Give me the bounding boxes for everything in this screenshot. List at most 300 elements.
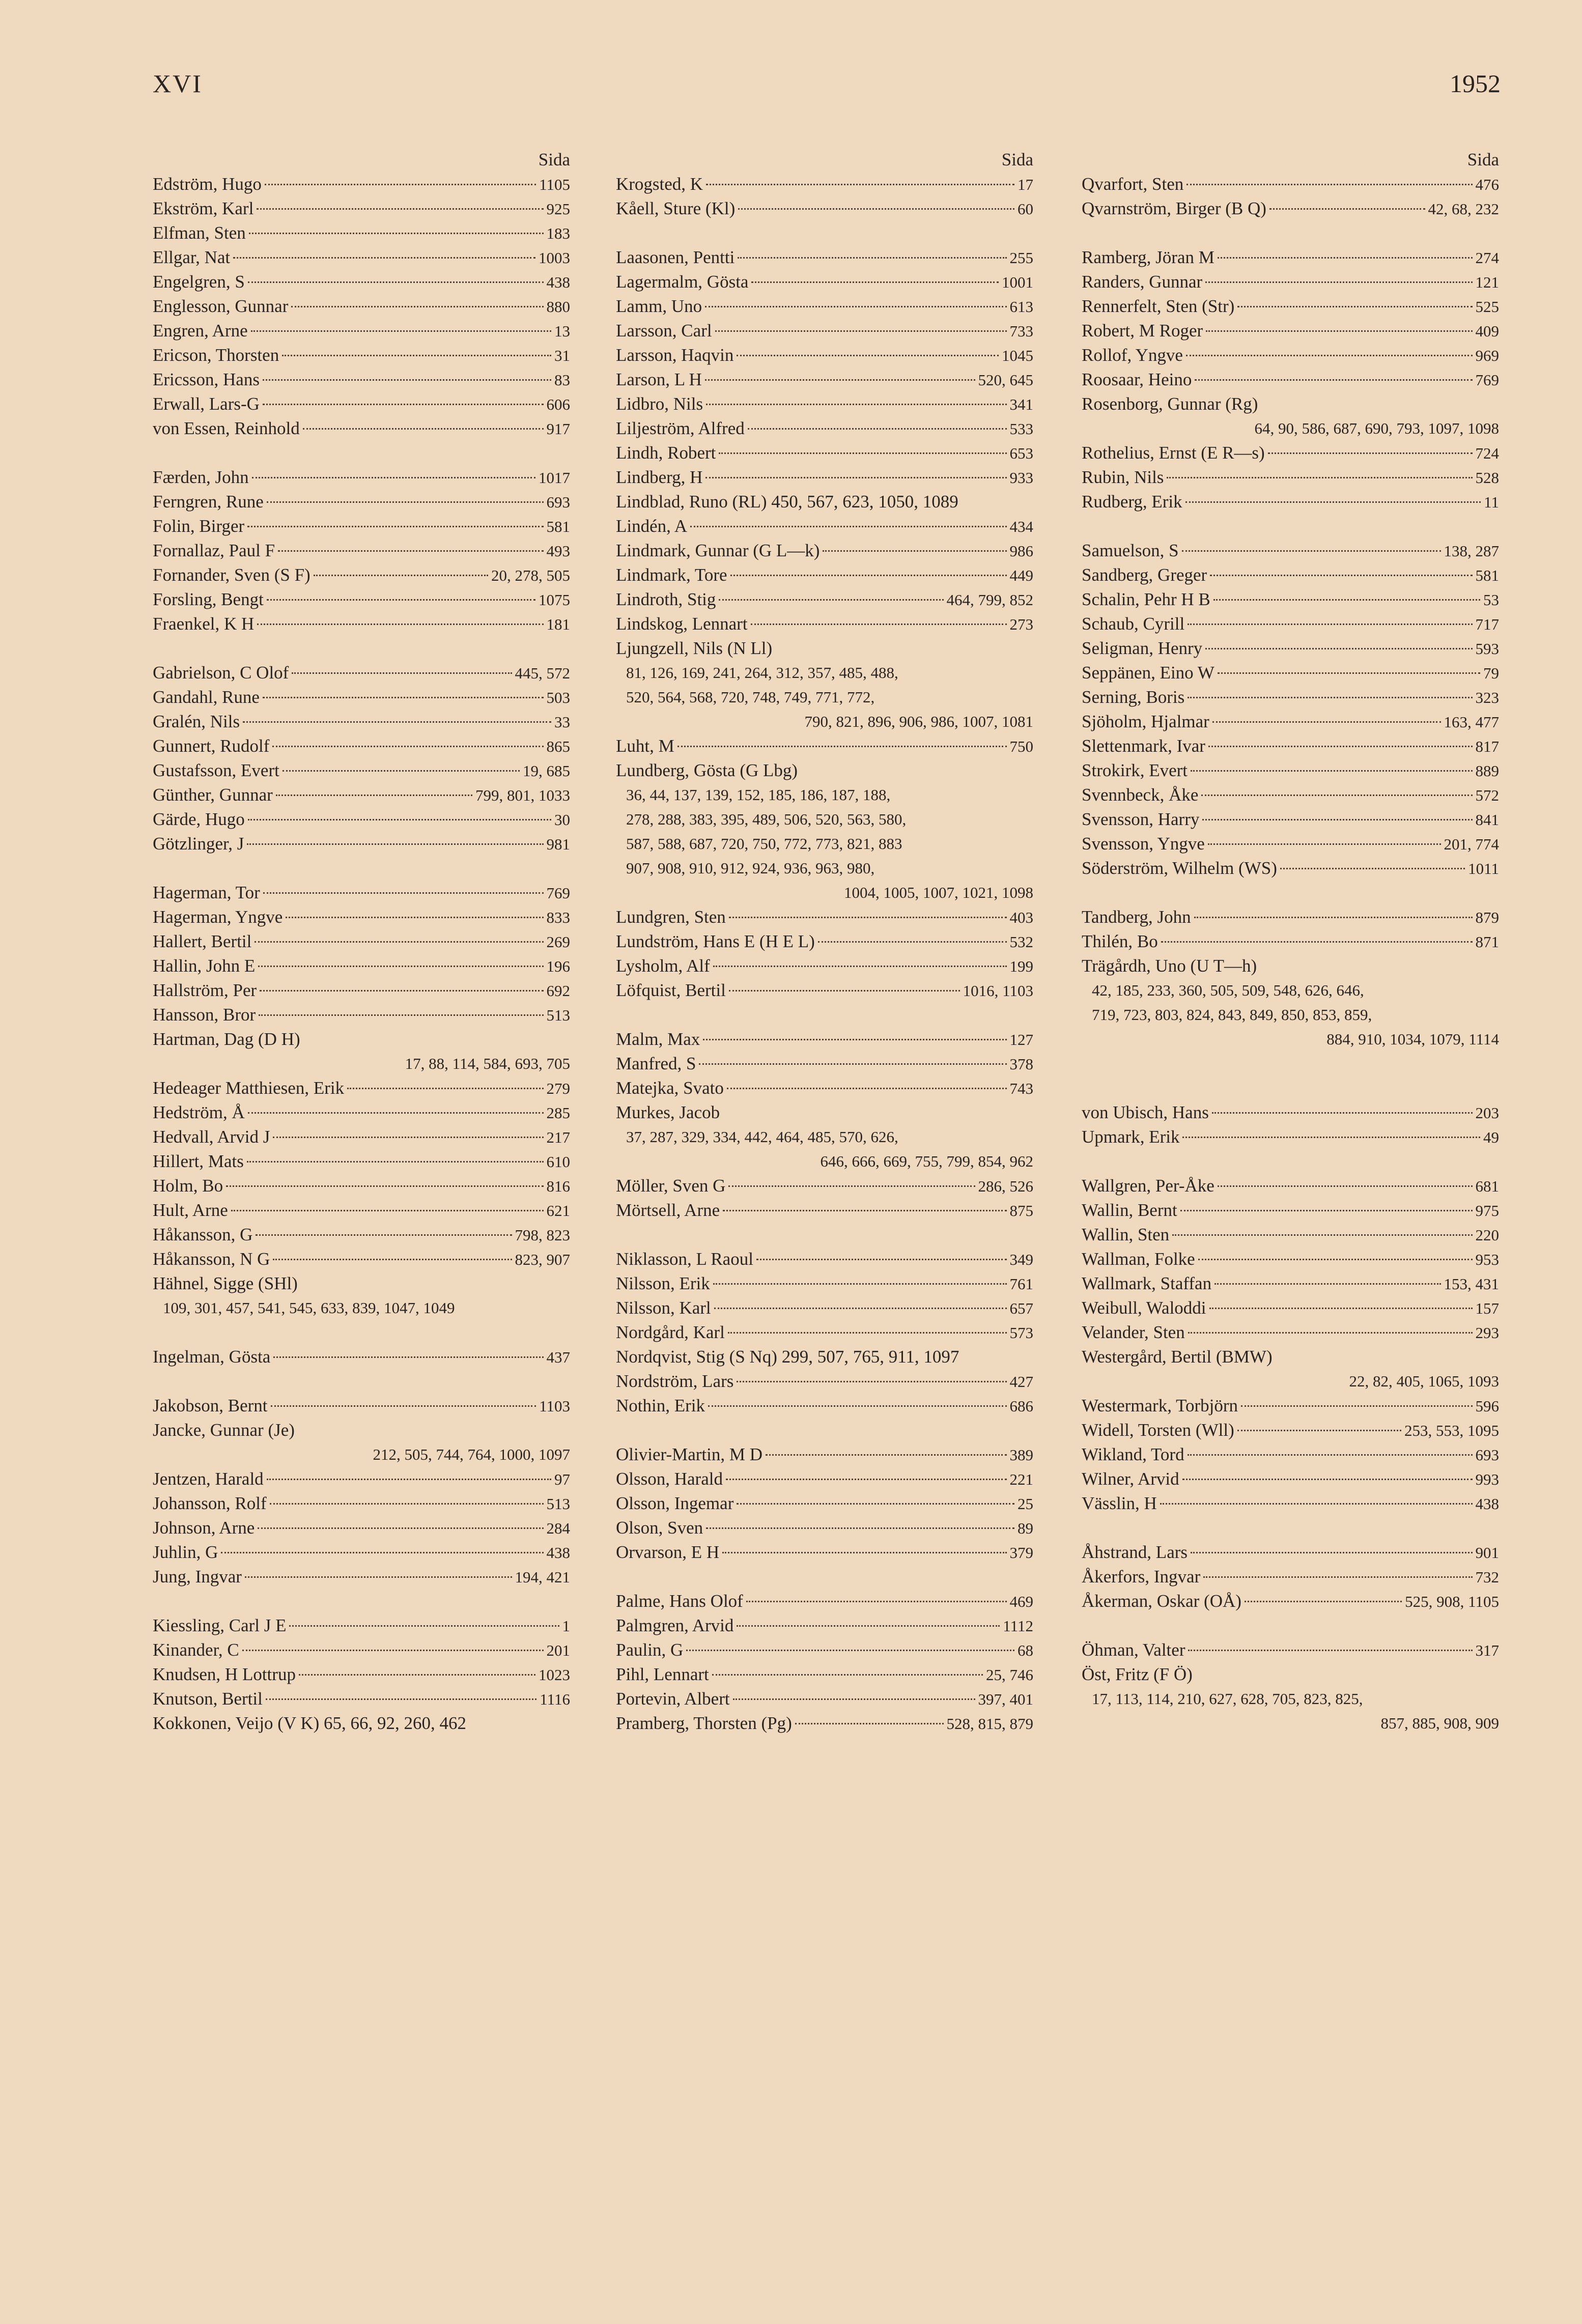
page-references: 528 (1475, 469, 1499, 487)
author-name: Erwall, Lars-G (153, 394, 260, 414)
page-references-continuation: 42, 185, 233, 360, 505, 509, 548, 626, 646, (1092, 981, 1364, 999)
page-references: 880 (546, 298, 570, 316)
author-name: Hedström, Å (153, 1102, 245, 1122)
index-entry (153, 905, 570, 929)
leader-dots (1214, 1283, 1440, 1285)
page-references: 279 (546, 1080, 570, 1097)
section-gap (1082, 1076, 1499, 1100)
author-name: Holm, Bo (153, 1176, 223, 1196)
author-name: Seppänen, Eino W (1082, 663, 1214, 683)
page-references: 13 (554, 322, 570, 340)
leader-dots (1208, 746, 1473, 747)
author-name: Söderström, Wilhelm (WS) (1082, 858, 1277, 878)
author-name: Lindskog, Lennart (616, 614, 748, 634)
leader-dots (726, 1479, 1007, 1480)
index-entry (1082, 1100, 1499, 1125)
index-entry (616, 1711, 1033, 1736)
leader-dots (272, 746, 543, 747)
page-references: 157 (1475, 1299, 1499, 1317)
leader-dots (267, 501, 544, 503)
leader-dots (751, 281, 999, 283)
leader-dots (289, 1625, 559, 1627)
index-entry (616, 1394, 1033, 1418)
leader-dots (273, 1137, 543, 1138)
leader-dots (1280, 868, 1465, 869)
index-entry (153, 1418, 570, 1442)
author-name: Lindblad, Runo (RL) 450, 567, 623, 1050, 1089 (616, 492, 958, 512)
index-entry (1082, 1223, 1499, 1247)
author-name: Ljungzell, Nils (N Ll) (616, 638, 773, 658)
page-references-continuation: 109, 301, 457, 541, 545, 633, 839, 1047, 1049 (163, 1299, 455, 1317)
page-references: 438 (1475, 1495, 1499, 1513)
author-name: Svennbeck, Åke (1082, 785, 1199, 805)
author-name: Lysholm, Alf (616, 956, 710, 976)
author-name: Gabrielson, C Olof (153, 663, 289, 683)
author-name: Pihl, Lennart (616, 1664, 709, 1684)
author-name: Larson, L H (616, 370, 702, 389)
index-entry (616, 294, 1033, 319)
author-name: Englesson, Gunnar (153, 296, 289, 316)
leader-dots (729, 917, 1007, 918)
author-name: Wallman, Folke (1082, 1249, 1195, 1269)
index-entry (153, 221, 570, 245)
index-entry (153, 1149, 570, 1174)
leader-dots (286, 917, 543, 918)
page-references: 901 (1475, 1544, 1499, 1562)
page-references: 969 (1475, 347, 1499, 364)
index-entry (1082, 856, 1499, 881)
author-name: Edström, Hugo (153, 174, 262, 194)
leader-dots (303, 428, 544, 430)
page-references: 1001 (1002, 273, 1033, 291)
index-entry (153, 1638, 570, 1662)
page-references: 397, 401 (978, 1690, 1033, 1708)
leader-dots (1206, 330, 1472, 332)
index-entry (616, 539, 1033, 563)
index-column-1 (153, 148, 570, 1736)
index-entry (616, 612, 1033, 636)
index-entry (1082, 270, 1499, 294)
page-references: 769 (1475, 371, 1499, 389)
author-name: Ingelman, Gösta (153, 1347, 271, 1367)
page-references-continuation: 17, 88, 114, 584, 693, 705 (405, 1055, 570, 1072)
index-entry (616, 636, 1033, 661)
page-references: 438 (546, 1544, 570, 1562)
page-references: 25 (1018, 1495, 1033, 1513)
leader-dots (263, 404, 544, 405)
author-name: Forsling, Bengt (153, 589, 264, 609)
leader-dots (1213, 599, 1480, 601)
index-entry (1082, 661, 1499, 685)
sida-header: Sida (1467, 150, 1499, 169)
index-entry (1082, 563, 1499, 587)
leader-dots (1191, 1552, 1472, 1553)
author-name: Svensson, Harry (1082, 809, 1200, 829)
index-entry (153, 710, 570, 734)
index-entry (616, 367, 1033, 392)
section-gap (1082, 221, 1499, 245)
index-entry (153, 1394, 570, 1418)
author-name: Lagermalm, Gösta (616, 272, 749, 292)
author-name: Rollof, Yngve (1082, 345, 1183, 365)
index-entry (616, 1540, 1033, 1565)
leader-dots (727, 1088, 1007, 1089)
leader-dots (737, 1625, 1000, 1627)
page-references: 657 (1009, 1299, 1033, 1317)
author-name: Wilner, Arvid (1082, 1469, 1179, 1489)
index-entry (616, 1271, 1033, 1296)
author-name: Weibull, Waloddi (1082, 1298, 1206, 1318)
author-name: Jancke, Gunnar (Je) (153, 1420, 295, 1440)
section-gap (153, 1369, 570, 1394)
page-references: 49 (1483, 1128, 1499, 1146)
author-name: Sandberg, Greger (1082, 565, 1207, 585)
page-references: 19, 685 (523, 762, 570, 780)
leader-dots (719, 452, 1006, 454)
index-entry (153, 539, 570, 563)
author-name: Wallmark, Staffan (1082, 1273, 1212, 1293)
author-name: Mörtsell, Arne (616, 1200, 720, 1220)
leader-dots (737, 1503, 1014, 1505)
author-name: Svensson, Yngve (1082, 834, 1205, 854)
author-name: Westergård, Bertil (BMW) (1082, 1347, 1273, 1367)
page-references: 194, 421 (515, 1568, 570, 1586)
leader-dots (1185, 501, 1481, 503)
author-name: Engelgren, S (153, 272, 245, 292)
index-entry (153, 367, 570, 392)
page-references: 274 (1475, 249, 1499, 267)
page-references-continuation: 907, 908, 910, 912, 924, 936, 963, 980, (626, 859, 875, 877)
section-gap (616, 1565, 1033, 1589)
leader-dots (251, 330, 551, 332)
index-entry (153, 783, 570, 807)
page-references: 686 (1009, 1397, 1033, 1415)
index-entry (153, 1076, 570, 1100)
page-references: 823, 907 (515, 1251, 570, 1268)
leader-dots (1194, 917, 1473, 918)
index-entry (1082, 1638, 1499, 1662)
author-name: Rothelius, Ernst (E R—s) (1082, 443, 1265, 463)
leader-dots (738, 257, 1006, 259)
index-entry (616, 1174, 1033, 1198)
section-gap (153, 856, 570, 881)
author-name: Juhlin, G (153, 1542, 218, 1562)
author-name: Rudberg, Erik (1082, 492, 1182, 512)
index-entry (616, 905, 1033, 929)
leader-dots (267, 1479, 551, 1480)
page-references: 732 (1475, 1568, 1499, 1586)
page-references: 121 (1475, 273, 1499, 291)
page-references: 525, 908, 1105 (1405, 1593, 1499, 1610)
leader-dots (266, 1698, 536, 1700)
leader-dots (1186, 184, 1472, 185)
author-name: Randers, Gunnar (1082, 272, 1203, 292)
page-references: 1 (562, 1617, 570, 1635)
page-references-continuation: 587, 588, 687, 720, 750, 772, 773, 821, 883 (626, 835, 902, 853)
leader-dots (708, 1405, 1007, 1407)
author-name: Lindén, A (616, 516, 687, 536)
author-name: Manfred, S (616, 1054, 696, 1073)
author-name: Nilsson, Erik (616, 1273, 710, 1293)
page-references: 203 (1475, 1104, 1499, 1122)
leader-dots (1210, 575, 1472, 576)
page-references: 68 (1018, 1641, 1033, 1659)
author-name: Hallström, Per (153, 980, 257, 1000)
leader-dots (1172, 1234, 1472, 1236)
page-references: 1016, 1103 (963, 982, 1033, 1000)
index-entry (1082, 734, 1499, 758)
index-entry (1082, 1418, 1499, 1442)
index-entry (153, 1613, 570, 1638)
index-entry (616, 1491, 1033, 1516)
author-name: Lindmark, Gunnar (G L—k) (616, 541, 820, 560)
page-references: 31 (554, 347, 570, 364)
leader-dots (258, 1527, 543, 1529)
author-name: Rubin, Nils (1082, 467, 1164, 487)
index-entry (153, 661, 570, 685)
author-name: Luht, M (616, 736, 674, 756)
leader-dots (713, 1283, 1007, 1285)
author-name: Samuelson, S (1082, 541, 1179, 560)
leader-dots (766, 1454, 1007, 1456)
leader-dots (263, 697, 544, 698)
page-references-continuation: 17, 113, 114, 210, 627, 628, 705, 823, 825, (1092, 1690, 1363, 1708)
leader-dots (1245, 1601, 1402, 1602)
page-references: 681 (1475, 1177, 1499, 1195)
index-entry (1082, 245, 1499, 270)
page-references: 833 (546, 909, 570, 926)
leader-dots (256, 1234, 512, 1236)
page-references: 30 (554, 811, 570, 829)
page-references: 1116 (540, 1690, 570, 1708)
page-references: 427 (1009, 1373, 1033, 1391)
index-entry (616, 929, 1033, 954)
page-references: 581 (1475, 566, 1499, 584)
page-references-continuation: 81, 126, 169, 241, 264, 312, 357, 485, 488, (626, 664, 898, 682)
index-entry (616, 1687, 1033, 1711)
author-name: Kiessling, Carl J E (153, 1616, 287, 1635)
index-entry (616, 1369, 1033, 1394)
page-references: 317 (1475, 1641, 1499, 1659)
leader-dots (258, 966, 543, 967)
index-entry (616, 1442, 1033, 1467)
author-name: Lundberg, Gösta (G Lbg) (616, 760, 798, 780)
leader-dots (265, 184, 536, 185)
page-references: 993 (1475, 1470, 1499, 1488)
page-references: 476 (1475, 176, 1499, 193)
leader-dots (1188, 1454, 1473, 1456)
leader-dots (719, 599, 943, 601)
index-entry (153, 929, 570, 954)
author-name: Hansson, Bror (153, 1005, 256, 1025)
author-name: Olivier-Martin, M D (616, 1444, 762, 1464)
index-entry (153, 1687, 570, 1711)
page-references: 181 (546, 615, 570, 633)
page-references: 841 (1475, 811, 1499, 829)
page-references: 199 (1009, 957, 1033, 975)
index-entry (1082, 1247, 1499, 1271)
leader-dots (730, 575, 1007, 576)
page-references: 1103 (539, 1397, 570, 1415)
index-entry (1082, 1198, 1499, 1223)
page-references: 438 (546, 273, 570, 291)
author-name: Hedvall, Arvid J (153, 1127, 270, 1147)
index-entry (1082, 612, 1499, 636)
leader-dots (291, 306, 543, 307)
author-name: Ellgar, Nat (153, 247, 231, 267)
page-references: 817 (1475, 738, 1499, 755)
page-references: 221 (1009, 1470, 1033, 1488)
index-entry (616, 758, 1033, 783)
page-references: 761 (1009, 1275, 1033, 1293)
index-entry (616, 270, 1033, 294)
author-name: Larsson, Carl (616, 321, 712, 341)
page-references: 33 (554, 713, 570, 731)
leader-dots (1198, 1259, 1473, 1260)
author-name: Larsson, Haqvin (616, 345, 734, 365)
author-name: Åkerfors, Ingvar (1082, 1567, 1201, 1586)
author-name: Robert, M Roger (1082, 321, 1203, 341)
author-name: Fornallaz, Paul F (153, 541, 275, 560)
index-entry (153, 490, 570, 514)
author-name: Olsson, Harald (616, 1469, 723, 1489)
index-entry (153, 196, 570, 221)
page-references: 513 (546, 1495, 570, 1513)
index-entry (153, 1467, 570, 1491)
index-entry (1082, 367, 1499, 392)
author-name: Gärde, Hugo (153, 809, 245, 829)
index-entry (153, 319, 570, 343)
leader-dots (1212, 721, 1441, 723)
author-name: Palme, Hans Olof (616, 1591, 743, 1611)
author-name: Knudsen, H Lottrup (153, 1664, 296, 1684)
page-references: 879 (1475, 909, 1499, 926)
index-entry (616, 490, 1033, 514)
index-entry (616, 954, 1033, 978)
section-gap (153, 636, 570, 661)
section-gap (616, 1003, 1033, 1027)
page-references: 285 (546, 1104, 570, 1122)
leader-dots (231, 1210, 544, 1211)
page-references: 389 (1009, 1446, 1033, 1464)
author-name: Johnson, Arne (153, 1518, 255, 1538)
leader-dots (751, 623, 1007, 625)
index-entry (153, 465, 570, 490)
author-name: Johansson, Rolf (153, 1493, 267, 1513)
index-entry (153, 1100, 570, 1125)
leader-dots (1212, 1112, 1473, 1114)
page-references: 520, 645 (978, 371, 1033, 389)
page-references: 269 (546, 933, 570, 951)
author-name: Trägårdh, Uno (U T—h) (1082, 956, 1257, 976)
index-entry (153, 881, 570, 905)
author-name: Widell, Torsten (Wll) (1082, 1420, 1234, 1440)
index-entry (1082, 783, 1499, 807)
index-entry (616, 1662, 1033, 1687)
index-entry (153, 514, 570, 539)
leader-dots (347, 1088, 543, 1089)
index-entry (153, 245, 570, 270)
page-references: 981 (546, 835, 570, 853)
author-name: Tandberg, John (1082, 907, 1191, 927)
page-references: 503 (546, 689, 570, 706)
page-references: 378 (1009, 1055, 1033, 1073)
section-gap (1082, 1149, 1499, 1174)
leader-dots (737, 355, 999, 356)
index-entry (1082, 1174, 1499, 1198)
index-entry (1082, 1491, 1499, 1516)
author-name: Matejka, Svato (616, 1078, 724, 1098)
page-references: 97 (554, 1470, 570, 1488)
author-name: Vässlin, H (1082, 1493, 1157, 1513)
leader-dots (728, 1185, 975, 1187)
author-name: Öst, Fritz (F Ö) (1082, 1664, 1193, 1684)
page-references: 17 (1018, 176, 1033, 193)
page-references: 693 (1475, 1446, 1499, 1464)
leader-dots (1218, 1185, 1473, 1187)
index-entry (616, 465, 1033, 490)
index-entry (616, 319, 1033, 343)
page-references: 581 (546, 518, 570, 535)
section-gap (1082, 514, 1499, 539)
leader-dots (1209, 1308, 1473, 1309)
leader-dots (1186, 355, 1473, 356)
page-references-continuation: 790, 821, 896, 906, 986, 1007, 1081 (804, 713, 1033, 730)
author-name: Åkerman, Oskar (OÅ) (1082, 1591, 1241, 1611)
index-column-3 (1082, 148, 1499, 1736)
index-entry (616, 392, 1033, 416)
section-gap (1082, 1613, 1499, 1638)
author-name: Serning, Boris (1082, 687, 1185, 707)
author-name: Fraenkel, K H (153, 614, 255, 634)
author-name: Krogsted, K (616, 174, 703, 194)
index-entry (153, 954, 570, 978)
author-name: Hagerman, Tor (153, 883, 260, 902)
author-name: Håkansson, G (153, 1225, 253, 1244)
index-entry (153, 1540, 570, 1565)
author-name: Thilén, Bo (1082, 931, 1158, 951)
index-entry (1082, 294, 1499, 319)
index-entry (153, 1125, 570, 1149)
author-name: Gustafsson, Evert (153, 760, 279, 780)
index-entry (1082, 465, 1499, 490)
page-references: 20, 278, 505 (491, 566, 570, 584)
index-entry (616, 1516, 1033, 1540)
page-references: 163, 477 (1444, 713, 1499, 731)
page-references: 293 (1475, 1324, 1499, 1342)
index-entry (616, 1100, 1033, 1125)
page-references: 693 (546, 493, 570, 511)
page-references: 469 (1009, 1593, 1033, 1610)
leader-dots (756, 1259, 1007, 1260)
page-references: 284 (546, 1519, 570, 1537)
author-name: Murkes, Jacob (616, 1102, 720, 1122)
index-entry (616, 1345, 1033, 1369)
page-references: 1011 (1468, 860, 1499, 877)
page-references: 11 (1484, 493, 1499, 511)
index-entry (616, 416, 1033, 441)
index-entry (616, 196, 1033, 221)
author-name: Jung, Ingvar (153, 1567, 242, 1586)
index-entry (616, 245, 1033, 270)
index-entry (153, 1345, 570, 1369)
page-references: 596 (1475, 1397, 1499, 1415)
leader-dots (221, 1552, 543, 1553)
leader-dots (706, 404, 1006, 405)
index-entry (616, 1198, 1033, 1223)
author-name: Lundgren, Sten (616, 907, 726, 927)
page-references: 437 (546, 1348, 570, 1366)
